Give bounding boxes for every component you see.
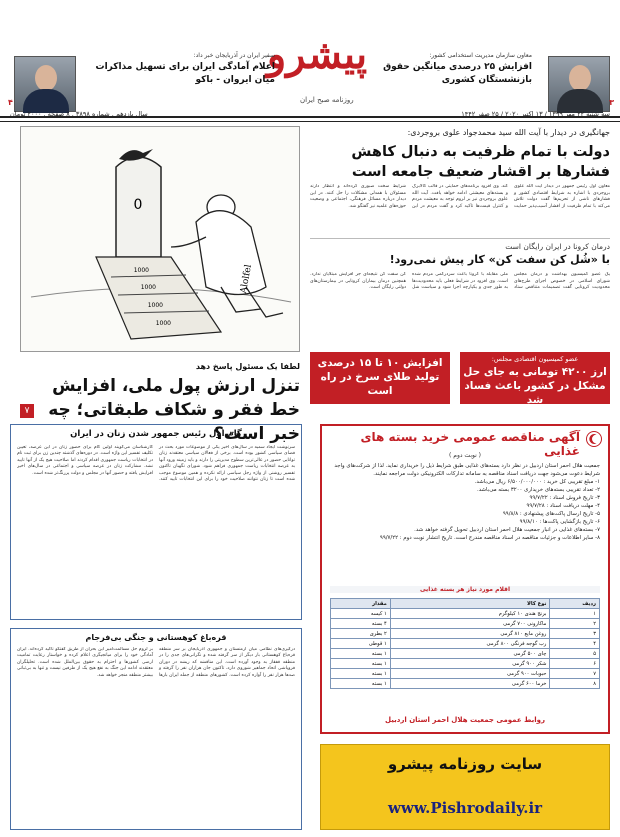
cell: چای ۵۰۰ گرمی xyxy=(390,649,550,659)
teaser-headline: اعلام آمادگی ایران برای تسهیل مذاکرات میان ایروان - باکو xyxy=(95,62,275,85)
teaser-headline: افزایش ۲۵ درصدی میانگین حقوق بازنشستگان کشوری xyxy=(383,62,532,85)
cell: روغن مایع ۸۱۰ گرمی xyxy=(390,629,550,639)
col-item: نوع کالا xyxy=(390,599,550,609)
cell: ۱ بسته xyxy=(331,679,391,689)
page-ref-badge: ۷ xyxy=(20,404,34,418)
tender-signature: روابط عمومی جمعیت هلال احمر استان اردبیل xyxy=(385,716,545,724)
lead-headline[interactable]: دولت با تمام ظرفیت به دنبال کاهش فشارها بر اقشار ضعیف جامعه است xyxy=(351,144,610,180)
logo-subtitle: روزنامه صبح ایران xyxy=(300,96,354,104)
tender-line: ۴- مهلت دریافت اسناد : ۹۹/۷/۲۸ xyxy=(526,503,600,509)
website-ad-title: سایت روزنامه پیشرو xyxy=(387,755,543,773)
corona-kicker: درمان کرونا در ایران رایگان است xyxy=(505,242,610,251)
dateline xyxy=(0,108,620,122)
page-number-right: ۳ xyxy=(609,98,614,107)
women-body: سرنوشت ایجاد سمیه در سال‌های اخیر یکی از موضوعات مورد بحث در فضای سیاسی کشور بوده است. برخی از فعالان سیاسی معتقدند زنان توانایی حضور در عالی‌ترین سطوح مدیریتی را دارند و باید زمینه ورود آنها به عرصه انتخابات ریاست جمهوری فراهم شود. شورای نگهبان تاکنون تفسیر روشنی از واژه رجل سیاسی ارائه نکرده و همین موضوع موجب شده است تا زنان نتوانند صلاحیت خود را برای این انتخابات تایید کنند. کارشناسان می‌گویند اولین گام برای حضور زنان در این عرصه، تعیین تکلیف تفسیر این واژه است. در دوره‌های گذشته چندین زن برای ثبت نام در انتخابات ریاست جمهوری اقدام کردند اما صلاحیت هیچ یک از آنها تایید نشد. مشارکت زنان در عرصه سیاسی و اجتماعی در سال‌های اخیر افزایش یافته و حضور آنها در مجلس و دولت پررنگ‌تر شده است. xyxy=(17,445,295,483)
masthead xyxy=(0,0,620,118)
lead-body: معاون اول رئیس جمهور در دیدار آیت الله علوی بروجردی با اشاره به شرایط اقتصادی کشور و فشارهای ناشی از تحریم‌ها گفت دولت تلاش می‌کند با تمام ظرفیت از اقشار آسیب‌پذیر حمایت کند. وی افزود برنامه‌های حمایتی در قالب کالابرگ و بسته‌های معیشتی ادامه خواهد یافت. آیت الله علوی بروجردی نیز بر لزوم توجه به معیشت مردم و کنترل قیمت‌ها تاکید کرد و گفت مردم در این شرایط سخت صبوری کرده‌اند و انتظار دارند مسئولان با همدلی مشکلات را حل کنند. در این دیدار درباره مسائل فرهنگی، اجتماعی و وضعیت حوزه‌های علمیه نیز گفتگو شد. xyxy=(310,184,610,209)
karabakh-body: درگیری‌های نظامی میان ارمنستان و جمهوری آذربایجان بر سر منطقه قره‌باغ کوهستانی بار دیگر از سر گرفته شده و نگرانی‌های جدی را در منطقه قفقاز به وجود آورده است. این مناقشه که ریشه در دوران فروپاشی اتحاد جماهیر شوروی دارد، تاکنون جان هزاران نفر را گرفته و صدها هزار نفر را آواره کرده است. کشورهای منطقه از جمله ایران بارها بر لزوم حل مسالمت‌آمیز این بحران از طریق گفتگو تاکید کرده‌اند. ایران آمادگی خود را برای میانجیگری اعلام کرده و خواستار رعایت تمامیت ارضی کشورها و احترام به حقوق بین‌الملل شده است. تحلیلگران معتقدند ادامه این جنگ به نفع هیچ یک از طرفین نیست و تنها به بی‌ثباتی بیشتر منطقه منجر خواهد شد. xyxy=(17,647,295,678)
divider xyxy=(310,238,610,239)
currency-kicker: عضو کمیسیون اقتصادی مجلس: xyxy=(491,355,579,363)
women-title[interactable]: گام اول رئیس جمهور شدن زنان در ایران xyxy=(70,429,242,439)
website-ad[interactable] xyxy=(320,744,610,830)
cell: شکر ۹۰۰ گرمی xyxy=(390,659,550,669)
cell: ۱ بسته xyxy=(331,659,391,669)
issue-date: سه شنبه ۲۲ مهر ۱۳۹۹ / ۱۳ اکتبر ۲۰۲۰ / ۲۵ صفر ۱۴۴۲ xyxy=(461,110,610,118)
cell: حبوبات ۹۰۰ گرمی xyxy=(390,669,550,679)
table-row xyxy=(331,659,600,669)
note-label: 1000 xyxy=(155,320,171,327)
logo[interactable] xyxy=(262,16,372,94)
col-row: ردیف xyxy=(550,599,600,609)
note-label: 1000 xyxy=(147,302,163,309)
cell: ۱ xyxy=(550,609,600,619)
cell: ۴ بسته xyxy=(331,619,391,629)
items-table-title: اقلام مورد نیاز هر بسته غذایی xyxy=(330,586,600,593)
website-url[interactable]: www.Pishrodaily.ir xyxy=(387,799,543,817)
cartoon-kicker: لطفا یک مسئول پاسخ دهد xyxy=(195,362,300,371)
teaser-pensions[interactable] xyxy=(347,52,532,87)
tender-line: ۶- تاریخ بازگشایی پاکت‌ها : ۹۹/۸/۱۰ xyxy=(519,519,600,525)
teaser-kicker: معاون سازمان مدیریت استخدامی کشور: xyxy=(429,52,532,59)
table-row xyxy=(331,609,600,619)
col-amount: مقدار xyxy=(331,599,391,609)
teaser-kicker: سفیر ایران در آذربایجان خبر داد: xyxy=(193,52,275,59)
cartoon-illustration xyxy=(21,127,299,351)
tender-line: ۷- بسته‌های غذایی در انبار جمعیت هلال احمر استان اردبیل تحویل گرفته خواهد شد. xyxy=(414,527,600,533)
cell: ۳ xyxy=(550,629,600,639)
table-row xyxy=(331,639,600,649)
cell: ۷ xyxy=(550,669,600,679)
tender-line: ۸- سایر اطلاعات و جزئیات مناقصه در اسناد مناقصه مندرج است. تاریخ انتشار نوبت دوم : ۹۹/۷/۲۲ xyxy=(379,535,600,541)
cell: ۱ قوطی xyxy=(331,639,391,649)
ambassador-photo xyxy=(14,56,76,112)
red-crescent-icon xyxy=(586,431,602,447)
cell: ۲ xyxy=(550,619,600,629)
cell: ۱ کیسه xyxy=(331,609,391,619)
cell: ۴ xyxy=(550,639,600,649)
cell: ۱ بسته xyxy=(331,649,391,659)
table-row xyxy=(331,619,600,629)
saffron-box[interactable] xyxy=(310,352,450,404)
table-row xyxy=(331,669,600,679)
issue-info: سال یازدهم . شماره ۳۸۹۸ . ۸ صفحه . ۲۰۰۰ تومان xyxy=(10,110,148,118)
cell: ۱ بسته xyxy=(331,669,391,679)
tender-body xyxy=(330,462,600,542)
table-header-row xyxy=(331,599,600,609)
lead-kicker: جهانگیری در دیدار با آیت الله سید محمدجواد علوی بروجردی: xyxy=(407,128,610,137)
tender-ad xyxy=(320,424,610,734)
official-photo xyxy=(548,56,610,112)
corona-headline[interactable]: با «شُل کن سفت کن» کار پیش نمی‌رود! xyxy=(389,253,610,266)
cell: ۶ xyxy=(550,659,600,669)
table-row xyxy=(331,649,600,659)
note-label: 1000 xyxy=(133,267,149,274)
tender-subtitle: ( نوبت دوم ) xyxy=(448,452,482,459)
cartoon-headline[interactable]: تنزل ارزش پول ملی، افزایش خط فقر و شکاف طبقاتی؛ چه خبر است؟ xyxy=(48,376,300,444)
tender-line: ۵- تاریخ ارسال پاکت‌های پیشنهادی : ۹۹/۸/۸ xyxy=(502,511,600,517)
tender-intro: جمعیت هلال احمر استان اردبیل در نظر دارد بسته‌های غذایی طبق شرایط ذیل را خریداری نماید. لذا از شرکت‌های واجد شرایط دعوت می‌شود جهت دریافت اسناد مناقصه به سامانه تدارکات الکترونیکی دولت مراجعه نمایند. xyxy=(334,463,600,477)
cartoon xyxy=(20,126,300,352)
currency-box[interactable] xyxy=(460,352,610,404)
women-article xyxy=(10,424,302,620)
karabakh-title[interactable]: قره‌باغ کوهستانی و جنگی بی‌فرجام xyxy=(85,633,227,642)
tender-line: ۲- تعداد تقریبی بسته‌های خریداری ۳۲۰۰ بسته می‌باشد. xyxy=(477,487,600,493)
karabakh-article xyxy=(10,628,302,830)
cell: ۸ xyxy=(550,679,600,689)
cell: ماکارونی ۷۰۰ گرمی xyxy=(390,619,550,629)
teaser-ambassador[interactable] xyxy=(90,52,275,87)
tender-title: آگهی مناقصه عمومی خرید بسته های غذایی xyxy=(360,430,580,458)
stone-label: 0 xyxy=(133,197,143,213)
table-row xyxy=(331,629,600,639)
tender-line: ۳- تاریخ فروش اسناد : ۹۹/۷/۲۲ xyxy=(529,495,600,501)
table-row xyxy=(331,679,600,689)
cell: خرما ۶۰۰ گرمی xyxy=(390,679,550,689)
tender-line: ۱- مبلغ تقریبی کل خرید : ۶/۵۰۰/۰۰۰/۰۰۰ ریال می‌باشد. xyxy=(474,479,600,485)
page-number-left: ۴ xyxy=(8,98,13,107)
saffron-headline: افزایش ۱۰ تا ۱۵ درصدی تولید طلای سرخ در راه است xyxy=(317,357,443,397)
cell: رب گوجه فرنگی ۸۰۰ گرمی xyxy=(390,639,550,649)
cell: برنج هندی ۱۰ کیلوگرم xyxy=(390,609,550,619)
cell: ۵ xyxy=(550,649,600,659)
items-table xyxy=(330,598,600,689)
logo-text: پیشرو xyxy=(266,31,368,78)
cell: ۲ بطری xyxy=(331,629,391,639)
cartoon-signature: Alolfel xyxy=(239,263,254,295)
note-label: 1000 xyxy=(140,284,156,291)
corona-body: یک عضو کمیسیون بهداشت و درمان مجلس شورای اسلامی در خصوص اجرای طرح‌های محدودیت کرونایی گفت تصمیمات متناقض ستاد ملی مقابله با کرونا باعث سردرگمی مردم شده است. وی افزود در شرایط فعلی باید محدودیت‌ها به طور جدی و یکپارچه اجرا شود و سیاست شل کن سفت کن نتیجه‌ای جز افزایش مبتلایان ندارد. همچنین درمان بیماران کرونایی در بیمارستان‌های دولتی رایگان است. xyxy=(310,272,610,291)
currency-headline: ارز ۴۲۰۰ تومانی به جای حل مشکل در کشور باعث فساد شد xyxy=(463,366,607,406)
